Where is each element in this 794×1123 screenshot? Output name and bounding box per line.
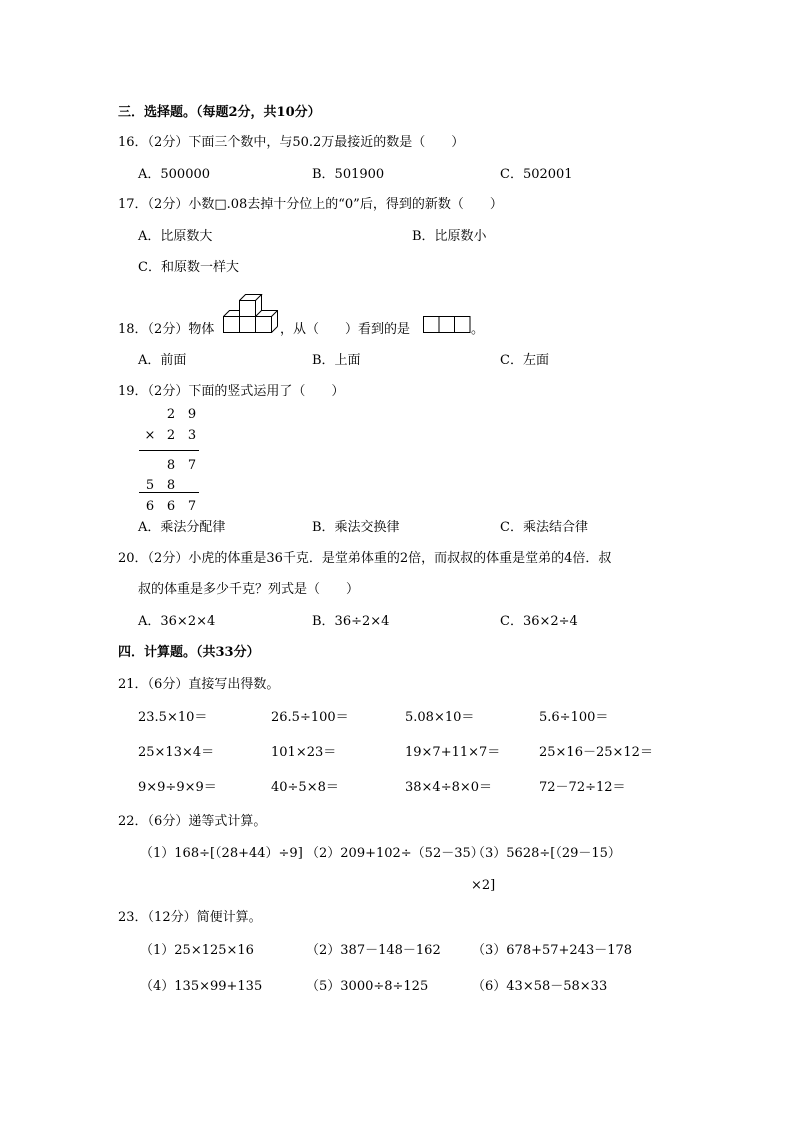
- q23-item: （2）387－148－162: [306, 943, 441, 958]
- q19-option-b: B．乘法交换律: [312, 520, 400, 535]
- q21-item: 19×7+11×7＝: [405, 745, 501, 760]
- q16-option-c: C．502001: [500, 167, 573, 182]
- q21-item: 5.6÷100＝: [539, 710, 609, 725]
- q21-item: 26.5÷100＝: [271, 710, 349, 725]
- digit: 8: [166, 458, 176, 473]
- q22-item: （2）209+102÷（52－35）: [306, 846, 484, 861]
- digit: 5: [145, 478, 155, 493]
- question-22: 22．（6分）递等式计算。: [118, 814, 267, 829]
- q17-option-a: A．比原数大: [138, 229, 213, 244]
- q16-option-b: B．501900: [312, 167, 385, 182]
- question-16: 16．（2分）下面三个数中，与50.2万最接近的数是（ ）: [118, 135, 465, 150]
- question-21: 21．（6分）直接写出得数。: [118, 677, 280, 692]
- question-19: 19．（2分）下面的竖式运用了（ ）: [118, 384, 345, 399]
- multiply-sign: ×: [144, 428, 156, 443]
- calc-line: [139, 450, 199, 451]
- q20-option-c: C．36×2÷4: [500, 614, 578, 629]
- q21-item: 25×13×4＝: [138, 745, 215, 760]
- q18-option-b: B．上面: [312, 353, 361, 368]
- q21-item: 72－72÷12＝: [539, 780, 626, 795]
- q19-option-a: A．乘法分配律: [138, 520, 226, 535]
- q20-option-b: B．36÷2×4: [312, 614, 390, 629]
- q18-option-a: A．前面: [138, 353, 187, 368]
- q21-item: 40÷5×8＝: [271, 780, 339, 795]
- q18-option-c: C．左面: [500, 353, 549, 368]
- q22-item: （3）5628÷[（29－15）: [472, 846, 621, 861]
- digit: 9: [187, 407, 197, 422]
- q16-option-a: A．500000: [138, 167, 211, 182]
- digit: 7: [187, 499, 197, 514]
- q20-option-a: A．36×2×4: [138, 614, 216, 629]
- q23-item: （1）25×125×16: [140, 943, 254, 958]
- q23-item: （4）135×99+135: [140, 979, 263, 994]
- question-17: 17．（2分）小数□.08去掉十分位上的“0”后，得到的新数（ ）: [118, 197, 503, 212]
- question-18-part-c: 。: [471, 322, 485, 337]
- digit: 2: [166, 407, 176, 422]
- question-18-part-b: ，从（ ）看到的是: [280, 322, 411, 337]
- calc-line: [139, 492, 199, 493]
- question-20-line1: 20．（2分）小虎的体重是36千克．是堂弟体重的2倍，而叔叔的体重是堂弟的4倍．叔: [118, 551, 612, 566]
- question-20-line2: 叔的体重是多少千克？列式是（ ）: [138, 582, 360, 597]
- digit: 3: [187, 428, 197, 443]
- q21-item: 38×4÷8×0＝: [405, 780, 493, 795]
- cube-object-figure: [222, 292, 278, 335]
- q21-item: 101×23＝: [271, 745, 337, 760]
- q21-item: 25×16－25×12＝: [539, 745, 653, 760]
- q23-item: （6）43×58－58×33: [472, 979, 608, 994]
- q19-option-c: C．乘法结合律: [500, 520, 588, 535]
- section-4-title: 四．计算题。（共33分）: [118, 645, 260, 660]
- q21-item: 5.08×10＝: [405, 710, 475, 725]
- digit: 6: [145, 499, 155, 514]
- q22-item: （1）168÷[（28+44）÷9]: [140, 846, 303, 861]
- digit: 7: [187, 458, 197, 473]
- section-3-title: 三．选择题。（每题2分，共10分）: [118, 105, 321, 120]
- q17-option-b: B．比原数小: [412, 229, 487, 244]
- q17-option-c: C．和原数一样大: [138, 260, 239, 275]
- q22-item-wrap: ×2]: [471, 878, 496, 893]
- digit: 2: [166, 428, 176, 443]
- q21-item: 9×9÷9×9＝: [138, 780, 217, 795]
- question-23: 23．（12分）简便计算。: [118, 910, 262, 925]
- question-18-part-a: 18．（2分）物体: [118, 322, 215, 337]
- q23-item: （3）678+57+243－178: [472, 943, 633, 958]
- digit: 6: [166, 499, 176, 514]
- q21-item: 23.5×10＝: [138, 710, 208, 725]
- view-result-figure: [422, 315, 472, 335]
- digit: 8: [166, 478, 176, 493]
- q23-item: （5）3000÷8÷125: [306, 979, 429, 994]
